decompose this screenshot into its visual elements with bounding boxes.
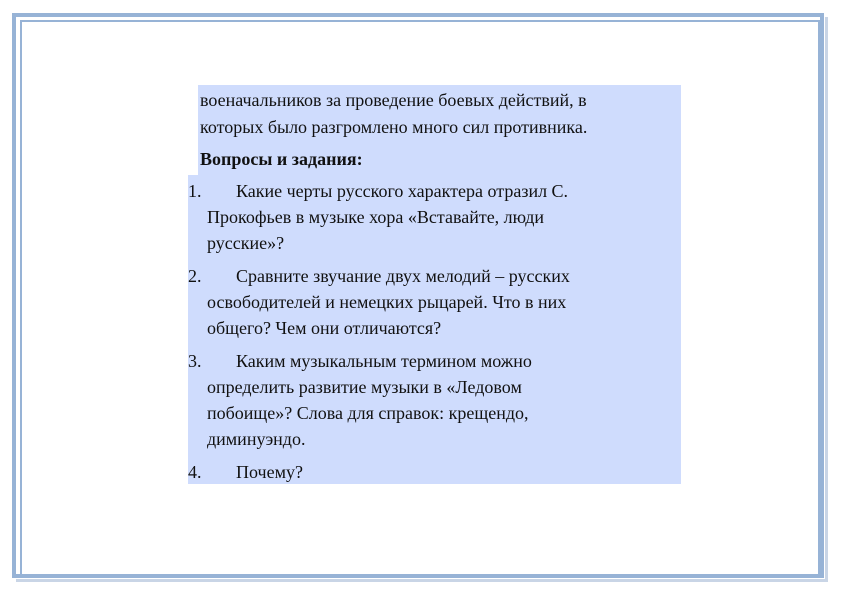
list-item-line: диминуэндо. <box>207 429 306 449</box>
list-item-line: побоище»? Слова для справок: крещендо, <box>207 403 529 423</box>
list-item-number: 1. <box>188 181 202 201</box>
paragraph-line-2: которых было разгромлено много сил противника. <box>200 117 588 137</box>
list-item-line: общего? Чем они отличаются? <box>207 318 442 338</box>
list-item-number: 4. <box>188 462 202 482</box>
section-heading: Вопросы и задания: <box>200 149 363 169</box>
list-item-line: Каким музыкальным термином можно <box>236 351 532 371</box>
paragraph-line-1: военачальников за проведение боевых действий, в <box>200 90 587 110</box>
list-item-line: Какие черты русского характера отразил С. <box>236 181 569 201</box>
list-item-number: 2. <box>188 266 202 286</box>
list-item-line: русские»? <box>207 233 285 253</box>
list-item-line: Почему? <box>236 462 303 482</box>
list-item-line: освободителей и немецких рыцарей. Что в них <box>207 292 567 312</box>
list-item-line: Сравните звучание двух мелодий – русских <box>236 266 570 286</box>
list-item-line: определить развитие музыки в «Ледовом <box>207 377 522 397</box>
list-item-number: 3. <box>188 351 202 371</box>
list-item-line: Прокофьев в музыке хора «Вставайте, люди <box>207 207 544 227</box>
